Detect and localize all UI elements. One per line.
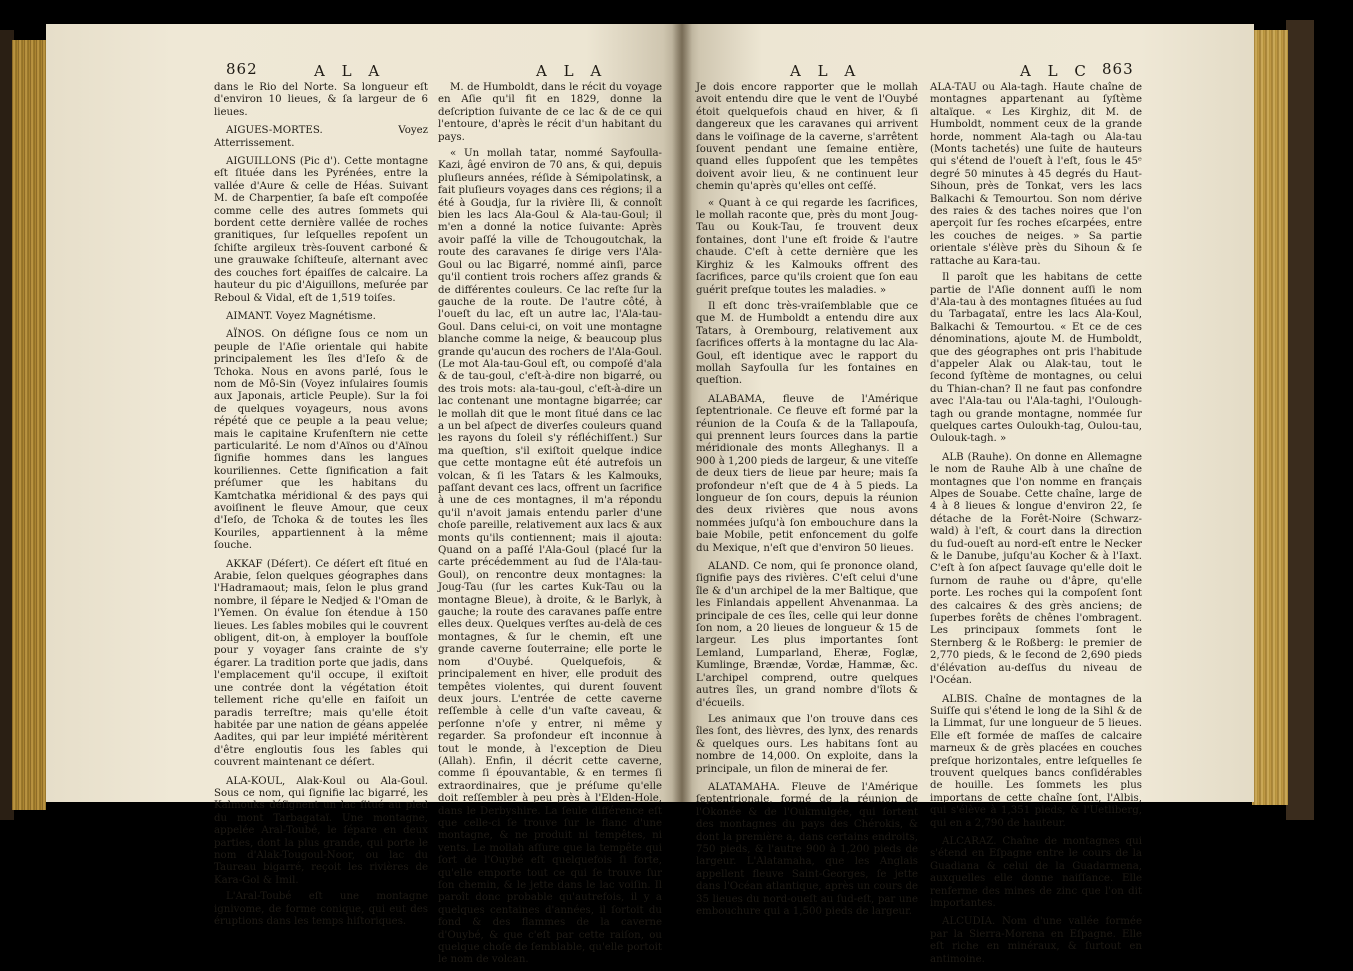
paragraph: « Quant à ce qui regarde les ſacrifices, le mollah raconte que, près du mont Joug-Tau ou Kouk-Tau, ſe trouvent deux fontaines, dont l'une eſt froide & l'autre chaude. C'eſt à cette dernière que les Kirghiz & les Kalmouks offrent des ſacrifices, parce qu'ils croient que ſon eau guérit preſque toutes les maladies. » <box>696 197 918 296</box>
paragraph: « Un mollah tatar, nommé Sayfoulla-Kazi, âgé environ de 70 ans, & qui, depuis pluſieurs années, réſide à Sémipolatinsk, a fait pluſieurs voyages dans ces régions; il a été à Goudja, ſur la rivière Ili, & connoît bien les lacs Ala-Goul & Ala-tau-Goul; il m'en a donné la notice ſuivante: Après avoir paſſé la ville de Tchougoutchak, la route des caravanes ſe dirige vers l'Ala-Goul ou lac Bigarré, nommé ainſi, parce qu'il contient trois rochers aſſez grands & de différentes couleurs. Ce lac reſte ſur la gauche de la route. De l'autre côté, à l'oueſt du lac, eſt un autre lac, l'Ala-tau-Goul. Dans celui-ci, on voit une montagne blanche comme la neige, & beaucoup plus grande qu'aucun des rochers de l'Ala-Goul. (Le mot Ala-tau-Goul eſt, ou compoſé d'ala & de tau-goul, c'eſt-à-dire non bigarré, ou des trois mots: ala-tau-goul, c'eſt-à-dire un lac contenant une montagne bigarrée; car le mollah dit que le mont ſitué dans ce lac a un bel aſpect de diverſes couleurs quand les rayons du ſoleil s'y réfléchiſſent.) Sur ma queſtion, s'il exiſtoit quelque indice que cette montagne eût été autrefois un volcan, & ſi les Tatars & les Kalmouks, paſſant devant ces lacs, offrent un ſacrifice à une de ces montagnes, il m'a répondu qu'il n'avoit jamais entendu parler d'une choſe pareille, relativement aux lacs & aux monts qu'ils contiennent; mais il ajouta: Quand on a paſſé l'Ala-Goul (placé ſur la carte précédemment au ſud de l'Ala-tau-Goul), on rencontre deux montagnes: la Joug-Tau (ſur les cartes Kuk-Tau ou la montagne Bleue), à droite, & le Barlyk, à gauche; la route des caravanes paſſe entre elles deux. Quelques verſtes au-delà de ces montagnes, & ſur le chemin, eſt une grande caverne ſouterraine; elle porte le nom d'Ouybé. Quelquefois, & principalement en hiver, elle produit des tempêtes violentes, qui durent ſouvent deux jours. L'entrée de cette caverne reſſemble à celle d'un vaſte caveau, & perſonne n'oſe y entrer, ni même y regarder. Sa profondeur eſt inconnue à tout le monde, à l'exception de Dieu (Allah). Enfin, il décrit cette caverne, comme ſi épouvantable, & en termes ſi extraordinaires, que je préſume qu'elle doit reſſembler à peu près à l'Elden-Hole, dans le Derbyshire. La ſeule différence eſt que celle-ci ſe trouve ſur le flanc d'une montagne, & ne produit ni tempêtes, ni vents. Le mollah aſſure que la tempête qui ſort de l'Ouybé eſt quelquefois ſi forte, qu'elle emporte tout ce qui ſe trouve ſur ſon chemin, & le jette dans le lac voiſin. Il paroît donc probable qu'autrefois, il y a quelques centaines d'années, il ſortoit du fond & des flammes de la caverne d'Ouybé, & que c'eſt par cette raiſon, ou quelque choſe de ſemblable, qu'elle portoit le nom de volcan. <box>438 148 662 966</box>
page-number: 863 <box>1102 60 1134 78</box>
book-cover-right <box>1286 20 1314 820</box>
paragraph: Il paroît que les habitans de cette partie de l'Aſie donnent auſſi le nom d'Ala-tau à des montagnes ſituées au ſud du Tarbagataï, entre les lacs Ala-Koul, Balkachi & Temourtou. « Et ce de ces dénominations, ajoute M. de Humboldt, que des géographes ont pris l'habitude d'appeler Alak ou Alak-tau, tout le ſecond ſyſtème de montagnes, ou celui du Thian-chan? Il ne faut pas confondre avec l'Ala-tau ou l'Ala-taghi, l'Oulough-tagh ou grande montagne, nommée ſur quelques cartes Ouloukh-tag, Oulou-tau, Oulouk-tagh. » <box>930 272 1142 445</box>
right-page-column-2 <box>930 82 1142 970</box>
entry-ainos: AÏNOS. On déſigne ſous ce nom un peuple de l'Aſie orientale qui habite principalement les îles d'Ieſo & de Tchoka. Nous en avons parlé, ſous le nom de Mô-Sin (Voyez inſulaires ſoumis aux Japonais, article Peuple). Sur la foi de quelques voyageurs, nous avons répété que ce peuple a la peau velue; mais le capitaine Krufenſtern nie cette particularité. Le nom d'Aïnos ou d'Aïnou ſignifie hommes dans les langues kouriliennes. Cette ſignification a fait préſumer que les habitans du Kamtchatka méridional & des pays qui avoiſinent le fleuve Amour, que ceux d'Ieſo, de Tchoka & de toutes les îles Kouriles, appartiennent à la même ſouche. <box>214 329 428 552</box>
running-header-left: A L A <box>790 62 862 80</box>
paragraph: M. de Humboldt, dans le récit du voyage en Aſie qu'il fit en 1829, donne la deſcription ſuivante de ce lac & de ce qui l'entoure, d'après le récit d'un habitant du pays. <box>438 82 662 143</box>
page-edges-right <box>1252 30 1288 805</box>
running-header-right: A L C <box>1020 62 1092 80</box>
left-page-column-1 <box>214 82 428 932</box>
entry-ala-tau: ALA-TAU ou Ala-tagh. Haute chaîne de montagnes appartenant au ſyſtème altaïque. « Les Kirghiz, dit M. de Humboldt, nomment ceux de la grande horde, nomment Ala-tagh ou Ala-tau (Monts tachetés) une ſuite de hauteurs qui s'étend de l'oueſt à l'eſt, ſous le 45ᵉ degré 50 minutes à 45 degrés du Haut-Sihoun, près de Tonkat, vers les lacs Balkachi & Temourtou. Son nom dérive des raies & des taches noires que l'on aperçoit ſur ſes roches eſcarpées, entre les couches de neiges. » Sa partie orientale s'élève près du Sihoun & ſe rattache au Kara-tau. <box>930 82 1142 267</box>
entry-albis: ALBIS. Chaîne de montagnes de la Suiſſe qui s'étend le long de la Sihl & de la Limmat, ſur une longueur de 5 lieues. Elle eſt formée de maſſes de calcaire marneux & de grès placées en couches preſque horizontales, entre leſquelles ſe trouvent quelques bancs conſidérables de houille. Les ſommets les plus importans de cette chaîne ſont, l'Albis, qui s'élève à 1,351 pieds, & l'Uetliberg, qui en a 2,790 de hauteur. <box>930 693 1142 829</box>
entry-aigues-mortes: AIGUES-MORTES. Voyez Atterrissement. <box>214 125 428 149</box>
paragraph: dans le Rio del Norte. Sa longueur eſt d'environ 10 lieues, & ſa largeur de 6 lieues. <box>214 82 428 118</box>
right-page <box>682 24 1254 965</box>
entry-akkaf: AKKAF (Déſert). Ce déſert eſt ſitué en Arabie, ſelon quelques géographes dans l'Hadramaout; mais, ſelon le plus grand nombre, il ſépare le Nedjed & l'Oman de l'Yemen. On évalue ſon étendue à 150 lieues. Les ſables mobiles qui le couvrent obligent, dit-on, à employer la bouſſole pour y voyager ſans crainte de s'y égarer. La tradition porte que jadis, dans l'emplacement qu'il occupe, il exiſtoit une contrée dont la végétation étoit tellement riche qu'elle en faiſoit un paradis terreſtre; mais qu'elle étoit habitée par une nation de géans appelée Aadites, qui par leur impiété méritèrent d'être engloutis ſous les ſables qui couvrent maintenant ce déſert. <box>214 558 428 769</box>
entry-alatamaha: ALATAMAHA. Fleuve de l'Amérique ſeptentrionale, formé de la réunion de l'Okonée & de l'Oukmulgée, qui ſortent des montagnes du pays des Chérokis, & dont la première a, dans certains endroits, 750 pieds, & l'autre 900 à 1,200 pieds de largeur. L'Alatamaha, que les Anglais appellent fleuve Saint-Georges, ſe jette dans l'Océan atlantique, après un cours de 35 lieues du nord-oueſt au ſud-eſt, par une embouchure qui a 1,500 pieds de largeur. <box>696 781 918 917</box>
entry-aimant: AIMANT. Voyez Magnétisme. <box>226 310 376 322</box>
paragraph: Je dois encore rapporter que le mollah avoit entendu dire que le vent de l'Ouybé étoit quelquefois chaud en hiver, & ſi dangereux que les caravanes qui arrivent dans le voiſinage de la caverne, s'arrêtent ſouvent pendant une ſemaine entière, quand elles ſuppoſent que les tempêtes doivent avoir lieu, & ne continuent leur chemin qu'après qu'elles ont ceſſé. <box>696 82 918 193</box>
running-header-right: A L A <box>536 62 608 80</box>
entry-aland: ALAND. Ce nom, qui ſe prononce oland, ſignifie pays des rivières. C'eſt celui d'une île & d'un archipel de la mer Baltique, que les Finlandais appellent Ahvenanmaa. La principale de ces îles, celle qui leur donne ſon nom, a 20 lieues de longueur & 15 de largeur. Les plus importantes ſont Lemland, Lumparland, Eheræ, Foglæ, Kumlinge, Brændæ, Vordæ, Hammæ, &c. L'archipel comprend, outre quelques autres îles, un grand nombre d'îlots & d'écueils. <box>696 561 918 709</box>
entry-alb: ALB (Rauhe). On donne en Allemagne le nom de Rauhe Alb à une chaîne de montagnes que l'on nomme en français Alpes de Souabe. Cette chaîne, large de 4 à 8 lieues & longue d'environ 22, ſe détache de la Forêt-Noire (Schwarz-wald) à l'eſt, & court dans la direction du ſud-oueſt au nord-eſt entre le Necker & le Danube, juſqu'au Kocher & à l'Iaxt. C'eſt à ſon aſpect ſauvage qu'elle doit le ſurnom de rauhe ou d'âpre, qu'elle porte. Les roches qui la compoſent ſont des calcaires & des grès anciens; de ſuperbes forêts de chênes l'ombragent. Les principaux ſommets ſont le Sternberg & le Roßberg: le premier de 2,770 pieds, & le ſecond de 2,690 pieds d'élévation au-deſſus du niveau de l'Océan. <box>930 451 1142 687</box>
entry-alcaraz: ALCARAZ. Chaîne de montagnes qui s'étend en Eſpagne entre le cours de la Guadiana & celui de la Guadarmena, auxquelles elle donne naiſſance. Elle renferme des mines de zinc que l'on dit importantes. <box>930 835 1142 909</box>
book-gutter <box>672 24 692 802</box>
entry-alabama: ALABAMA, fleuve de l'Amérique ſeptentrionale. Ce fleuve eſt formé par la réunion de la Couſa & de la Tallapouſa, qui prennent leurs ſources dans la partie méridionale des monts Alleghanys. Il a 900 à 1,200 pieds de largeur, & une viteſſe de deux tiers de lieue par heure; mais ſa profondeur n'eſt que de 4 à 5 pieds. La longueur de ſon cours, depuis la réunion des deux rivières que nous avons nommées juſqu'à ſon embouchure dans la baie Mobile, petit enfoncement du golfe du Mexique, n'eſt que d'environ 50 lieues. <box>696 393 918 554</box>
entry-aiguillons: AIGUILLONS (Pic d'). Cette montagne eſt ſituée dans les Pyrénées, entre la vallée d'Aure & celle de Héas. Suivant M. de Charpentier, ſa baſe eſt compoſée comme celle des autres ſommets qui bordent cette dernière vallée de roches granitiques, ſur leſquelles repoſent un ſchiſte argileux très-ſouvent carboné & une grauwake ſchiſteuſe, alternant avec des couches fort épaiſſes de calcaire. La hauteur du pic d'Aiguillons, meſurée par Reboul & Vidal, eſt de 1,519 toiſes. <box>214 156 428 304</box>
page-number: 862 <box>226 60 258 78</box>
running-header-left: A L A <box>314 62 386 80</box>
paragraph: Les animaux que l'on trouve dans ces îles ſont, des lièvres, des lynx, des renards & quelques ours. Les habitans ſont au nombre de 14,000. On exploite, dans la principale, un filon de minerai de fer. <box>696 713 918 775</box>
paragraph: Il eſt donc très-vraiſemblable que ce que M. de Humboldt a entendu dire aux Tatars, à Orembourg, relativement aux ſacrifices offerts à la montagne du lac Ala-Goul, eſt identique avec le rapport du mollah Sayfoulla ſur les fontaines en queſtion. <box>696 300 918 387</box>
page-edges-left <box>12 40 46 810</box>
right-page-column-1 <box>696 82 918 922</box>
entry-alcudia: ALCUDIA. Nom d'une vallée formée par la Sierra-Morena en Eſpagne. Elle eſt riche en minéraux, & ſurtout en antimoine. <box>930 916 1142 965</box>
left-page <box>46 24 682 966</box>
entry-ala-koul: ALA-KOUL, Alak-Koul ou Ala-Goul. Sous ce nom, qui ſignifie lac bigarré, les Kalmouks déſignent un lac ſitué au pied du mont Tarbagataï. Une montagne, appelée Aral-Toubé, le ſépare en deux parties, dont la plus grande, qui porte le nom d'Alak-Tougoul-Noor, ou lac du Taureau bigarré, reçoit les rivières de Kara-Gol & Imil. <box>214 775 428 886</box>
left-page-column-2 <box>438 82 662 971</box>
paragraph: L'Aral-Toubé eſt une montagne ignivome, de forme conique, qui eut des éruptions dans les temps hiſtoriques. <box>214 891 428 927</box>
